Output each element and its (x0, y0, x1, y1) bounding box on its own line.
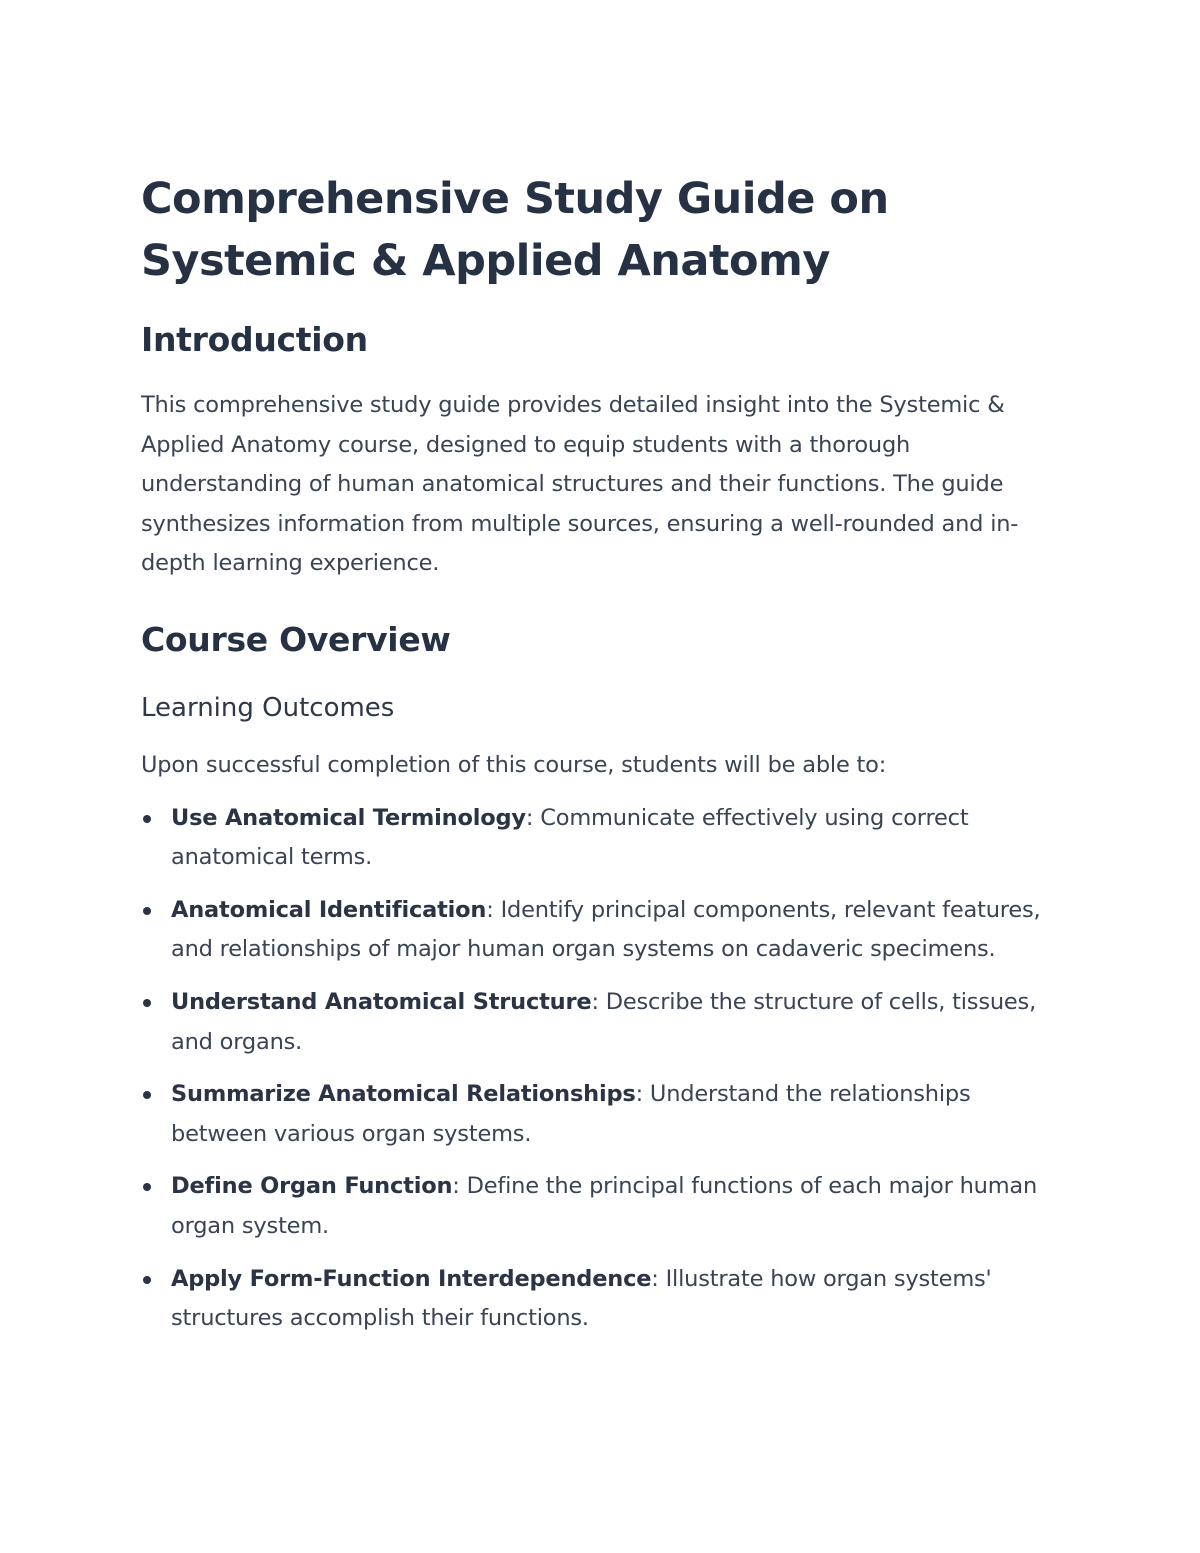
list-item (141, 891, 1061, 970)
bullet-icon (143, 1183, 151, 1191)
bullet-icon (143, 1091, 151, 1099)
bullet-icon (143, 999, 151, 1007)
document-title (141, 168, 1061, 292)
introduction-heading: Introduction (141, 320, 368, 359)
list-item (141, 1167, 1061, 1246)
outcome-term: Summarize Anatomical Relationships (171, 1081, 636, 1108)
list-item (141, 1260, 1061, 1339)
course-overview-heading: Course Overview (141, 619, 451, 659)
list-item (141, 799, 1061, 878)
outcome-term: Define Organ Function (171, 1173, 453, 1200)
learning-outcomes-lead: Upon successful completion of this course, students will be able to: (141, 751, 887, 778)
outcome-term: Understand Anatomical Structure (171, 988, 592, 1015)
outcome-description: : Define the principal functions of each major human organ system. (171, 1173, 1038, 1239)
document-page (141, 168, 1061, 1339)
outcome-term: Apply Form-Function Interdependence (171, 1265, 652, 1292)
outcome-description: : Identify principal components, relevant features, and relationships of major human organ systems on cadaveric specimens. (171, 896, 1041, 963)
bullet-icon (143, 815, 151, 823)
learning-outcomes-heading: Learning Outcomes (141, 692, 395, 723)
list-item (141, 1075, 1061, 1154)
outcome-description: : Describe the structure of cells, tissues, and organs. (171, 988, 1037, 1055)
introduction-paragraph: This comprehensive study guide provides detailed insight into the Systemic & Applied Anatomy course, designed to equip students with a thorough understanding of human anatomical structures and their functions. The guide synthesizes information from multiple sources, ensuring a well-rounded and in-depth learning experience. (141, 392, 1019, 577)
outcome-term: Anatomical Identification (171, 896, 487, 923)
bullet-icon (143, 1276, 151, 1284)
bullet-icon (143, 907, 151, 915)
learning-outcomes-list (141, 799, 1061, 1339)
outcome-term: Use Anatomical Terminology (171, 804, 526, 831)
document-title-line-2: Systemic & Applied Anatomy (141, 236, 830, 286)
outcome-description: : Understand the relationships between various organ systems. (171, 1081, 971, 1147)
list-item (141, 983, 1061, 1062)
outcome-description: : Illustrate how organ systems' structures accomplish their functions. (171, 1265, 992, 1332)
outcome-description: : Communicate effectively using correct anatomical terms. (171, 804, 969, 871)
document-title-line-1: Comprehensive Study Guide on (141, 174, 889, 224)
